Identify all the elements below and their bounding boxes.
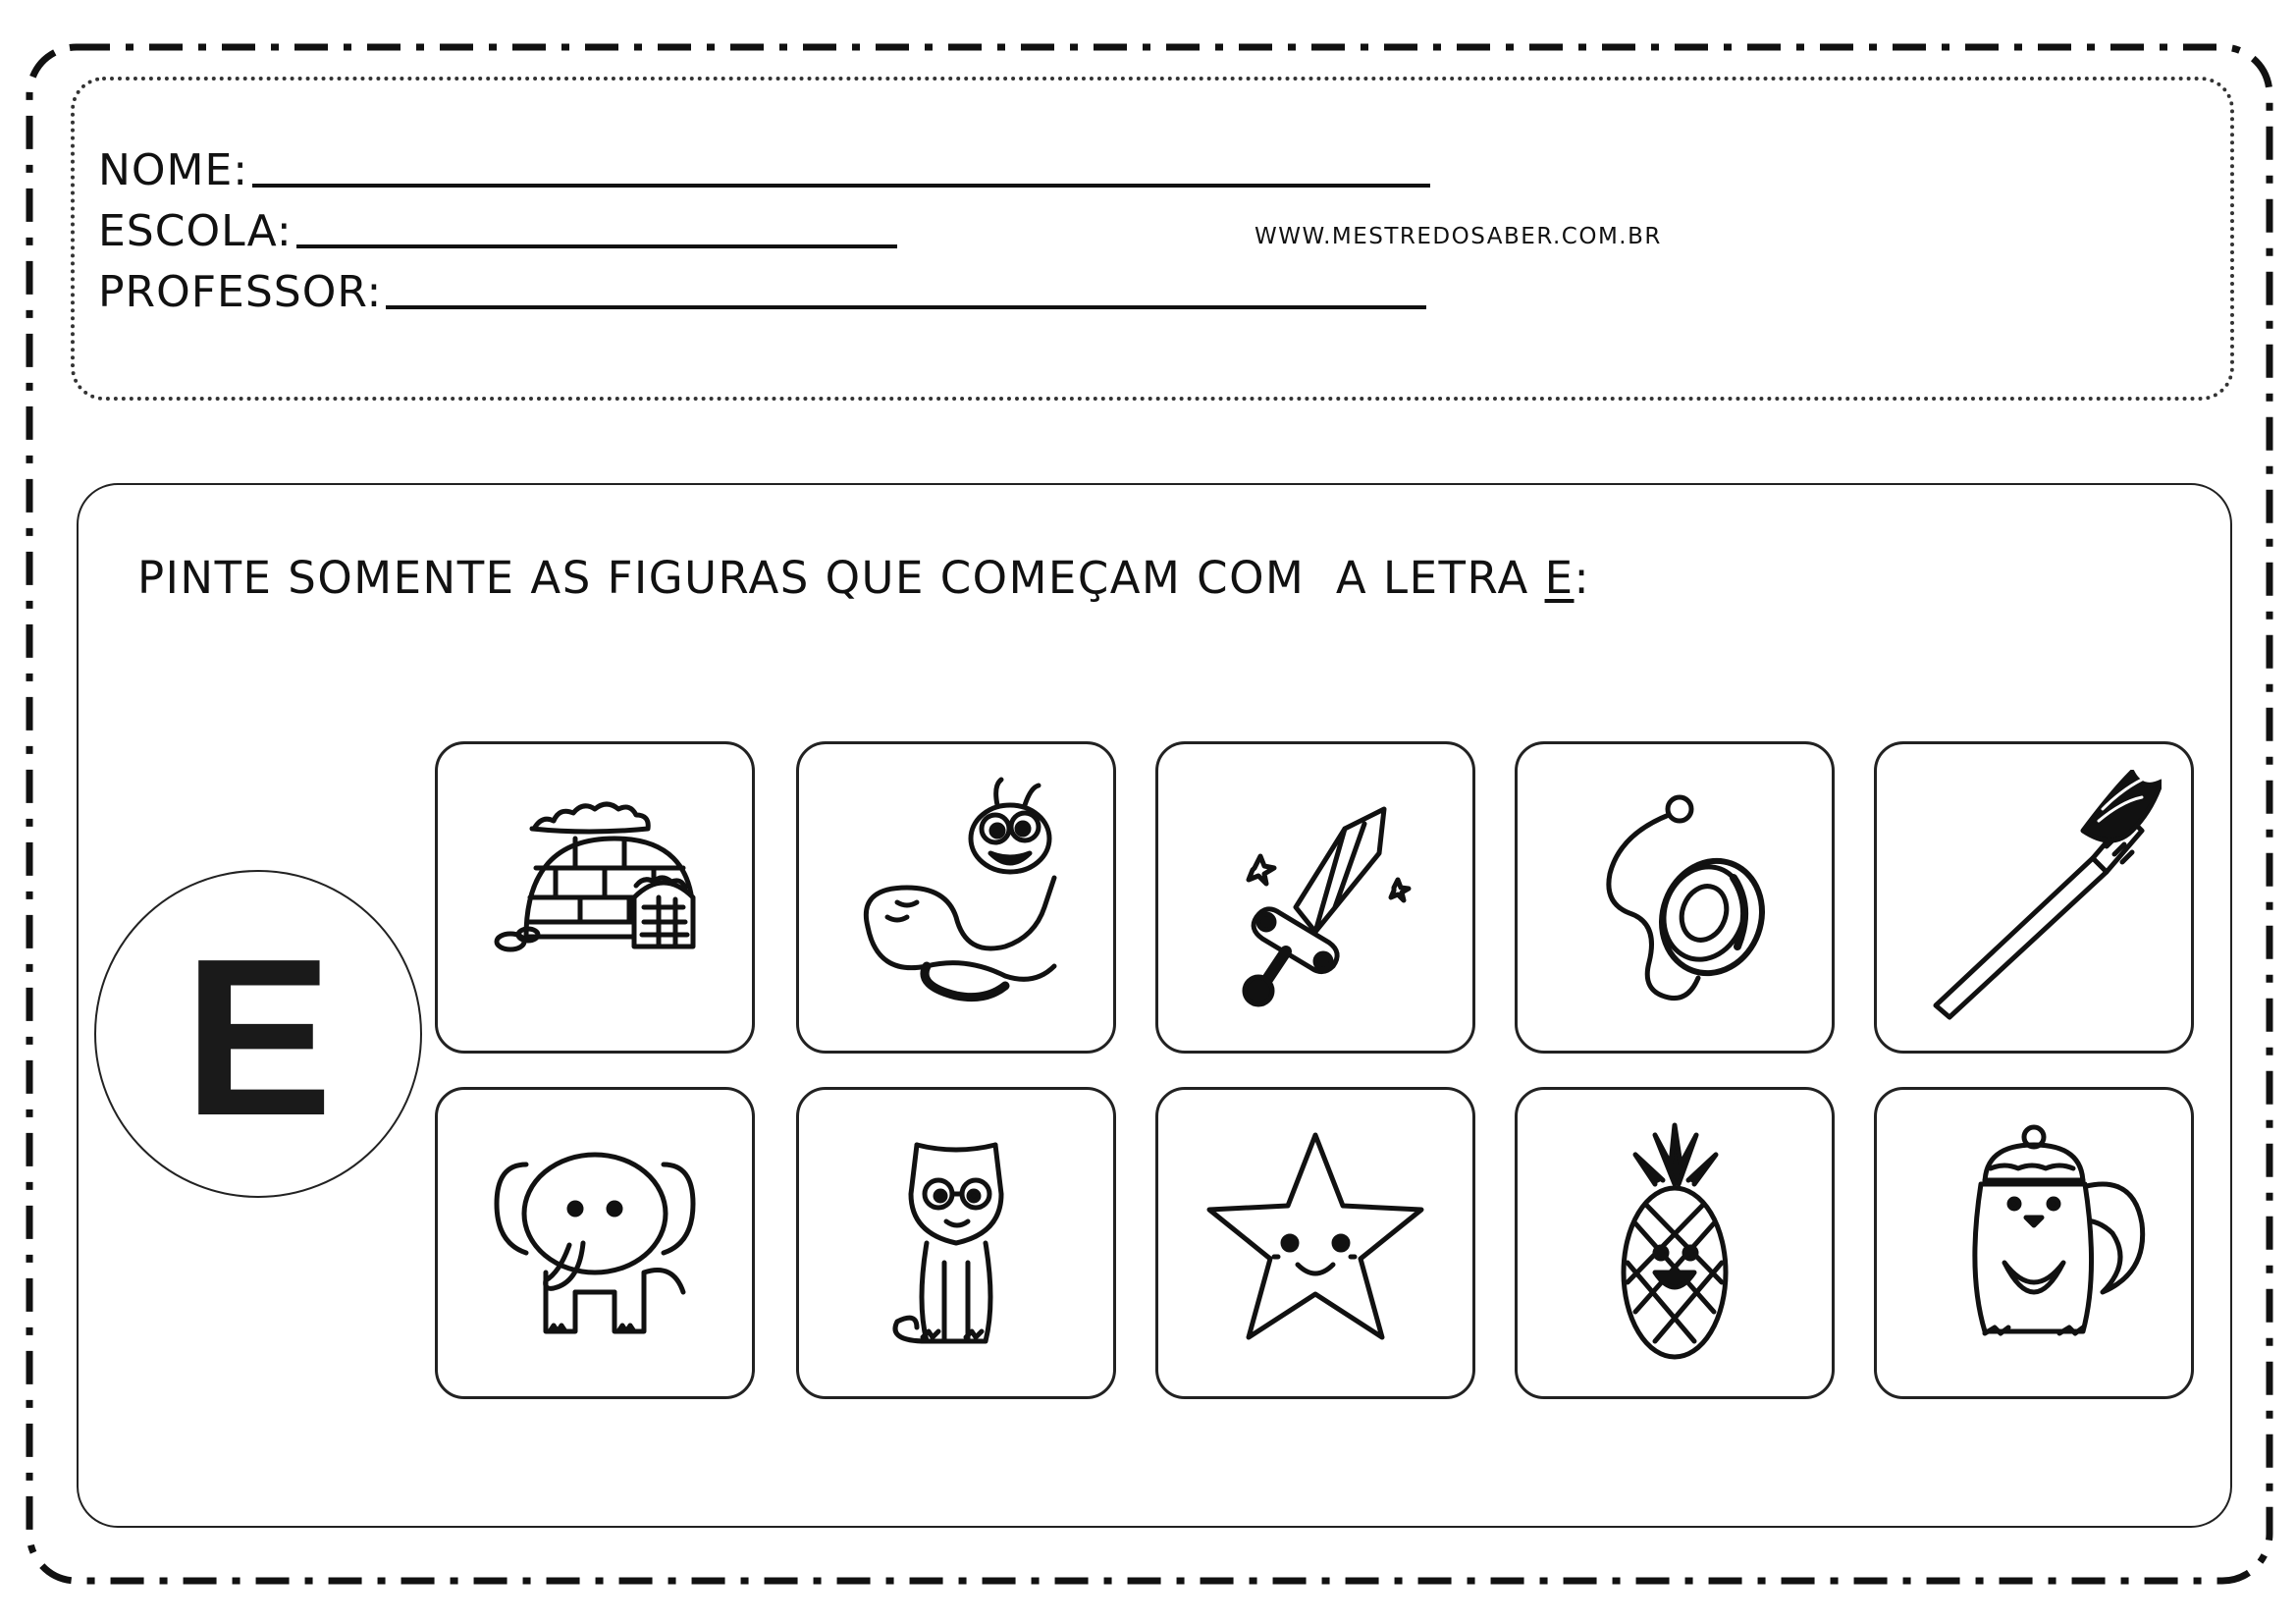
teacher-field[interactable] (98, 267, 1426, 317)
target-letter-circle (94, 870, 422, 1198)
picture-card-cat[interactable] (796, 1087, 1116, 1399)
picture-card-sword[interactable] (1155, 741, 1475, 1054)
instruction-letter: E (1544, 552, 1575, 604)
picture-card-toothbrush[interactable] (1874, 741, 2194, 1054)
squirrel-icon (1906, 1115, 2162, 1371)
toothbrush-icon (1906, 770, 2162, 1025)
picture-card-star[interactable] (1155, 1087, 1475, 1399)
sword-icon (1188, 770, 1443, 1025)
igloo-icon (467, 770, 722, 1025)
elephant-icon (467, 1115, 722, 1371)
picture-card-elephant[interactable] (435, 1087, 755, 1399)
instruction-suffix: : (1574, 552, 1591, 604)
school-blank-line[interactable] (296, 244, 897, 248)
school-field[interactable] (98, 206, 897, 256)
instruction-prefix: PINTE SOMENTE AS FIGURAS QUE COMEÇAM COM A LETRA (137, 552, 1545, 604)
instruction-text (137, 552, 1590, 604)
teacher-label: PROFESSOR: (98, 267, 383, 317)
pineapple-icon (1547, 1115, 1802, 1371)
name-field[interactable] (98, 145, 1430, 195)
picture-card-igloo[interactable] (435, 741, 755, 1054)
school-label: ESCOLA: (98, 206, 293, 256)
picture-card-squirrel[interactable] (1874, 1087, 2194, 1399)
picture-card-worm[interactable] (796, 741, 1116, 1054)
worm-icon (828, 770, 1084, 1025)
star-icon (1188, 1115, 1443, 1371)
teacher-blank-line[interactable] (386, 305, 1426, 309)
yoyo-icon (1547, 770, 1802, 1025)
cat-icon (828, 1115, 1084, 1371)
picture-card-pineapple[interactable] (1515, 1087, 1835, 1399)
website-text: WWW.MESTREDOSABER.COM.BR (1255, 224, 1662, 249)
picture-card-yoyo[interactable] (1515, 741, 1835, 1054)
target-letter: E (183, 913, 334, 1163)
name-blank-line[interactable] (252, 184, 1430, 188)
name-label: NOME: (98, 145, 249, 195)
